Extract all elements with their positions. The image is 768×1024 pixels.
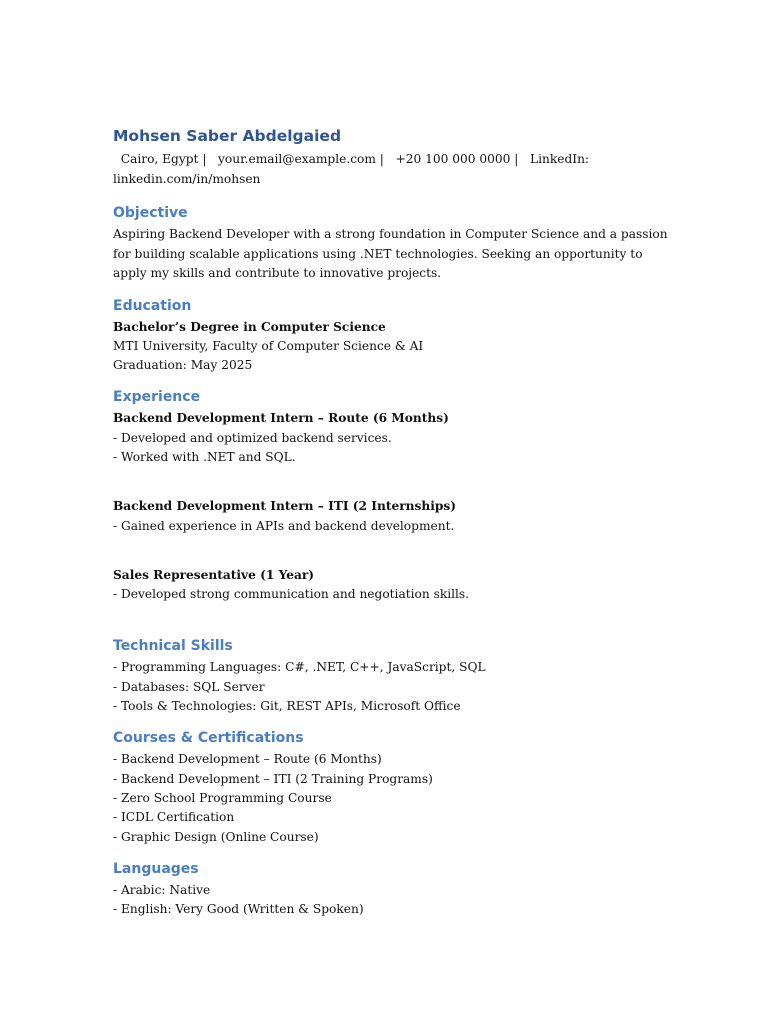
objective-section [113, 201, 673, 284]
candidate-name: Mohsen Saber Abdelgaied [113, 127, 342, 145]
skill-item: - Tools & Technologies: Git, REST APIs, Microsoft Office [113, 699, 461, 714]
job-item: - Developed and optimized backend services. [113, 430, 392, 445]
job-item: - Developed strong communication and negotiation skills. [113, 587, 470, 602]
course-item: - Backend Development – ITI (2 Training Programs) [113, 771, 433, 786]
section-title-skills: Technical Skills [113, 638, 233, 655]
contact-location: Cairo, Egypt [120, 152, 199, 166]
experience-section [113, 385, 673, 604]
skills-section [113, 634, 673, 716]
language-item: - Arabic: Native [113, 882, 211, 897]
job-entry [113, 497, 673, 536]
job-item: - Gained experience in APIs and backend development. [113, 518, 455, 533]
contact-separator: | [514, 152, 519, 166]
job-entry [113, 566, 673, 605]
linkedin-url: linkedin.com/in/mohsen [113, 172, 261, 186]
contact-phone: +20 100 000 0000 [395, 152, 511, 166]
languages-section [113, 857, 673, 920]
skill-item: - Databases: SQL Server [113, 679, 265, 694]
job-role: Sales Representative (1 Year) [113, 567, 315, 582]
section-title-courses: Courses & Certifications [113, 730, 304, 747]
education-degree: Bachelor’s Degree in Computer Science [113, 319, 386, 334]
education-graduation: Graduation: May 2025 [113, 358, 253, 373]
job-item: - Worked with .NET and SQL. [113, 449, 296, 464]
job-role: Backend Development Intern – ITI (2 Internships) [113, 499, 457, 514]
objective-text: Aspiring Backend Developer with a strong foundation in Computer Science and a passion for building scalable applications using .NET technologies. Seeking an opportunity to apply my skills and contribute to innovative projects. [113, 227, 668, 280]
courses-section [113, 726, 673, 846]
resume-page [113, 123, 673, 929]
contact-email: your.email@example.com [218, 152, 376, 166]
course-item: - ICDL Certification [113, 810, 235, 825]
section-title-objective: Objective [113, 205, 188, 221]
section-title-languages: Languages [113, 860, 199, 877]
education-school: MTI University, Faculty of Computer Science & AI [113, 338, 424, 353]
course-item: - Zero School Programming Course [113, 790, 332, 805]
section-title-education: Education [113, 297, 192, 314]
education-section [113, 294, 673, 376]
job-entry [113, 409, 673, 467]
section-title-experience: Experience [113, 389, 201, 406]
course-item: - Graphic Design (Online Course) [113, 829, 319, 844]
linkedin-label: LinkedIn: [530, 152, 590, 166]
contact-separator: | [202, 152, 207, 166]
contact-line [113, 149, 673, 189]
course-item: - Backend Development – Route (6 Months) [113, 752, 382, 767]
job-role: Backend Development Intern – Route (6 Months) [113, 411, 449, 426]
language-item: - English: Very Good (Written & Spoken) [113, 902, 364, 917]
contact-separator: | [379, 152, 384, 166]
skill-item: - Programming Languages: C#, .NET, C++, JavaScript, SQL [113, 660, 486, 675]
